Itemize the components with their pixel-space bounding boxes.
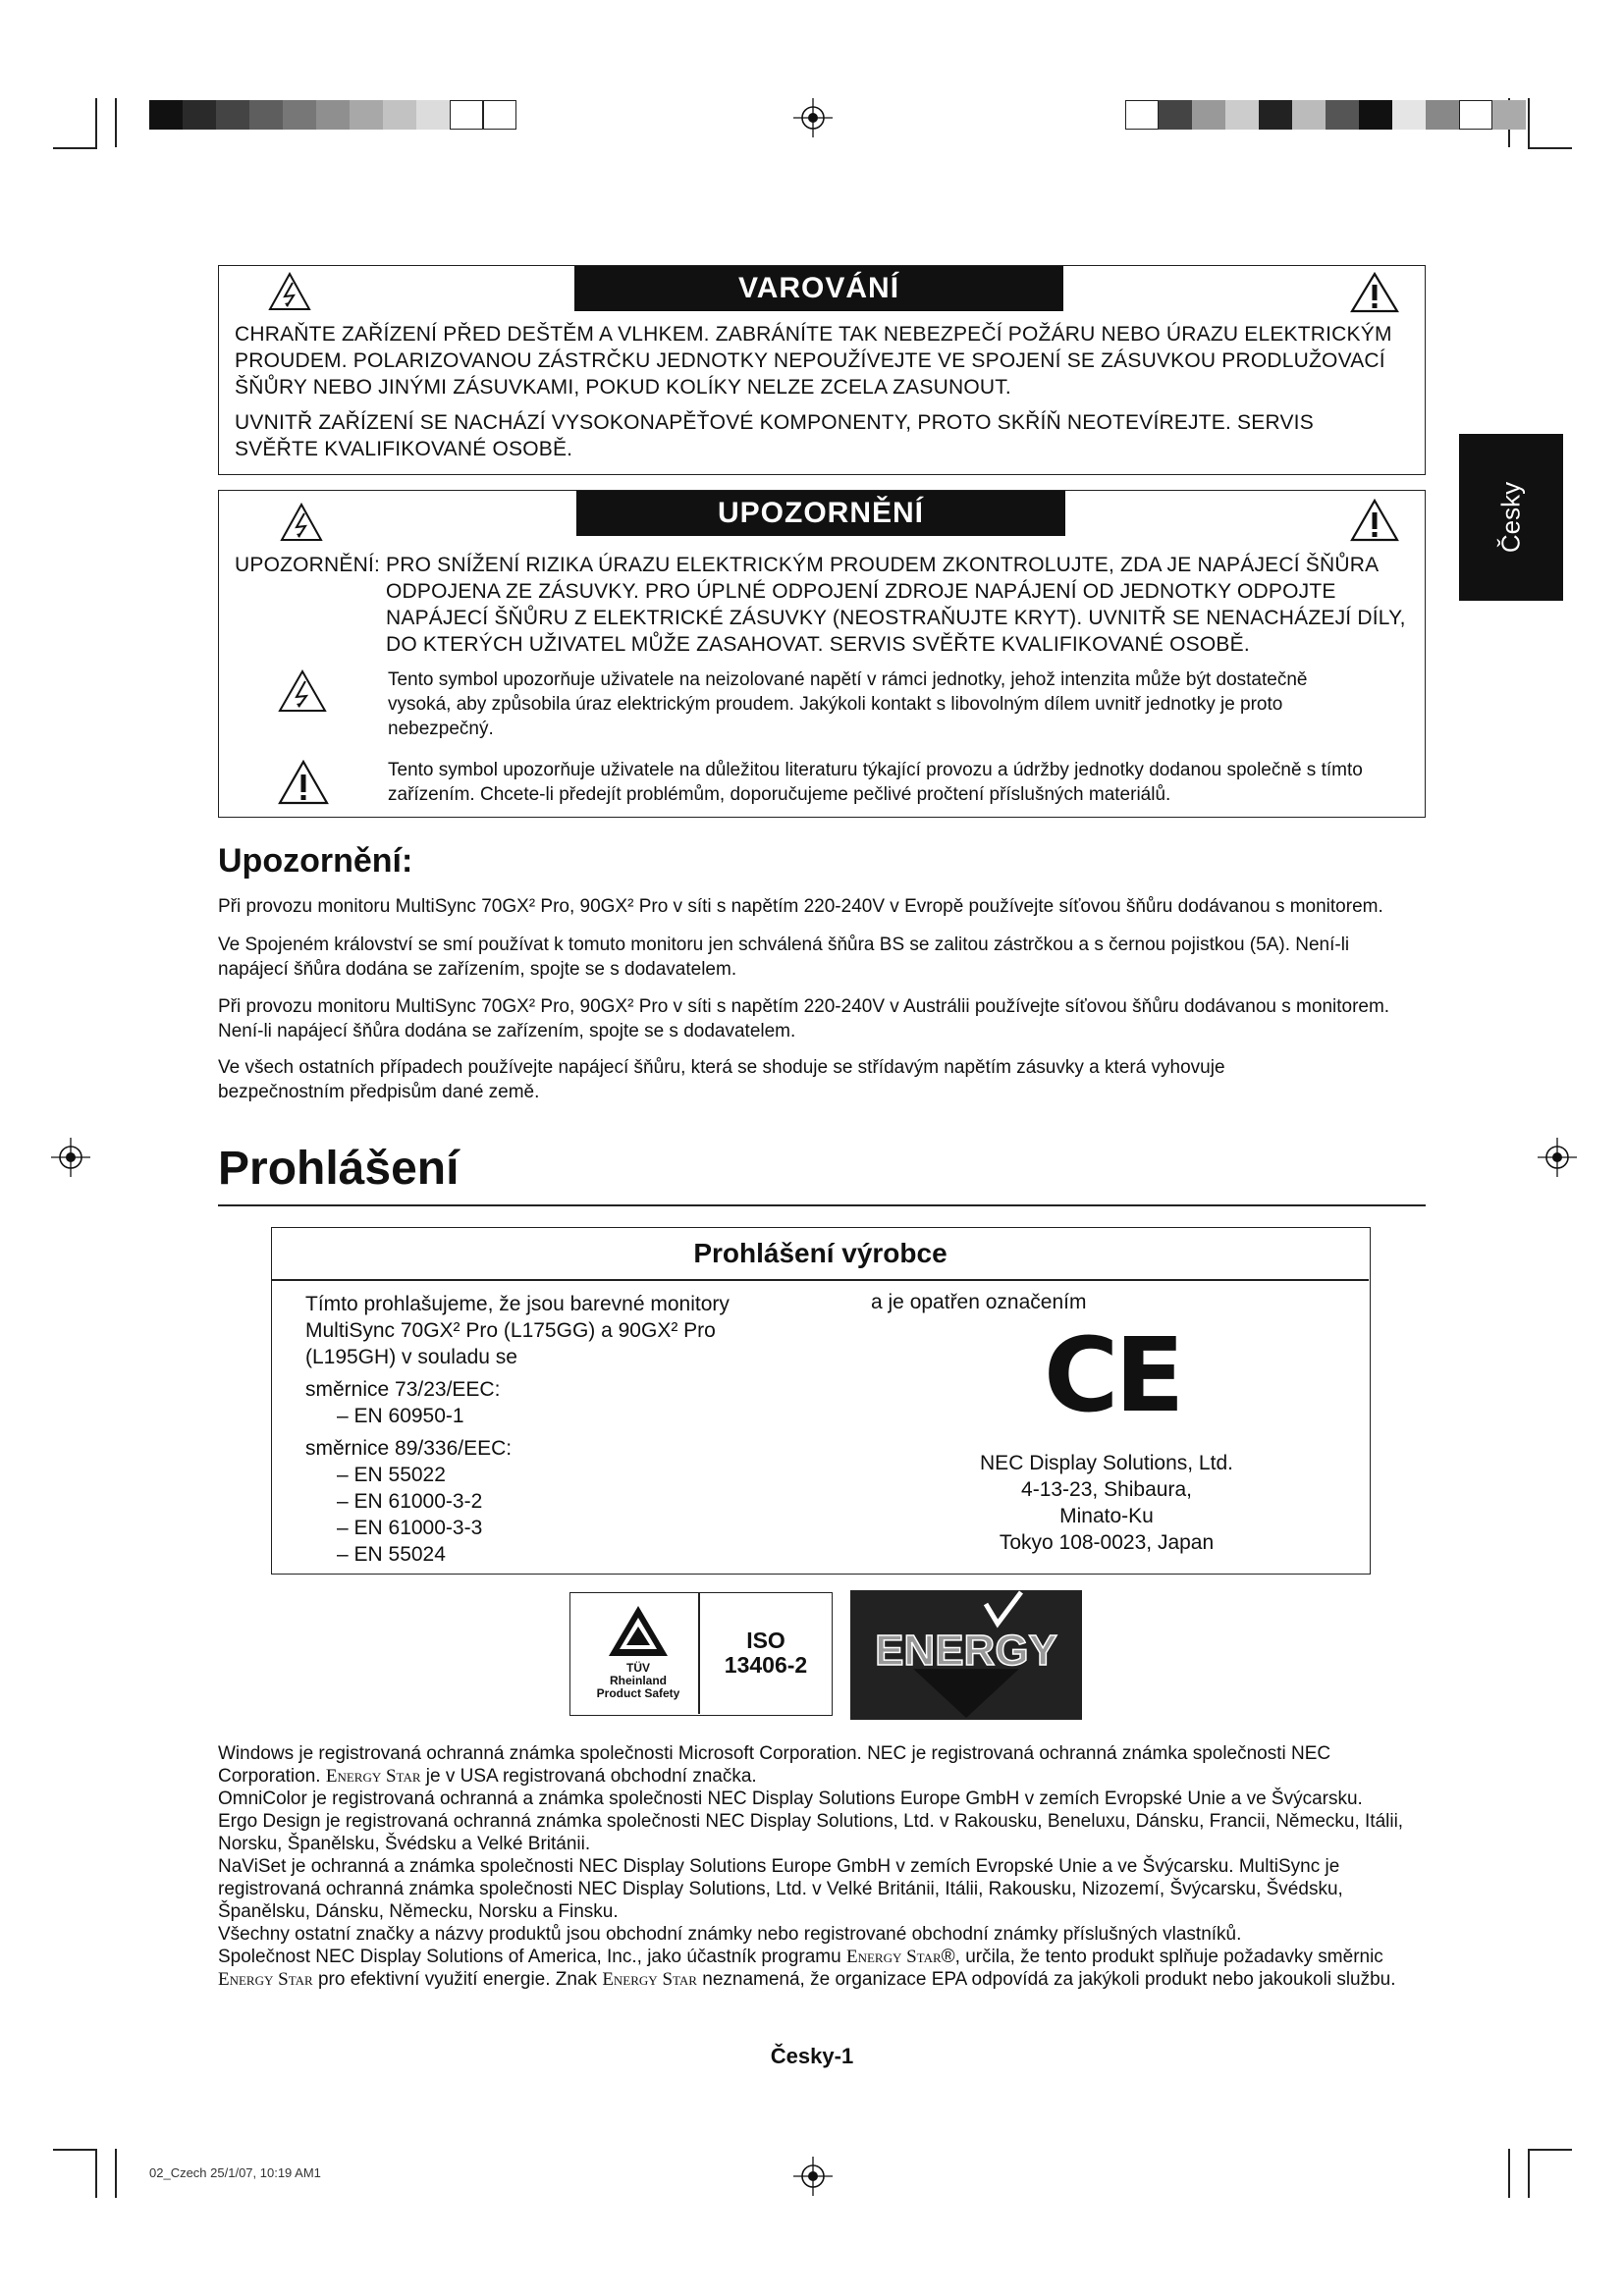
crop-mark: [1528, 98, 1530, 147]
energy-star-name: Energy Star: [325, 1766, 421, 1787]
trademark-text: pro efektivní využití energie. Znak: [312, 1969, 603, 1990]
crop-mark: [115, 98, 117, 147]
crop-mark: [1528, 147, 1572, 149]
caution-label: UPOZORNĚNÍ:: [235, 554, 381, 576]
print-slug: 02_Czech 25/1/07, 10:19 AM1: [149, 2165, 321, 2180]
address-line: 4-13-23, Shibaura,: [1021, 1478, 1192, 1501]
standard-item: – EN 61000-3-3: [337, 1517, 483, 1539]
directive-1: směrnice 73/23/EEC:: [305, 1378, 501, 1401]
crop-mark: [1528, 2149, 1572, 2151]
energy-star-name: Energy Star: [218, 1969, 313, 1990]
ce-mark: CE: [1044, 1315, 1181, 1435]
electric-shock-warning-icon: [280, 503, 323, 542]
trademark-paragraph: [218, 1946, 1432, 1991]
caution-text: PRO SNÍŽENÍ RIZIKA ÚRAZU ELEKTRICKÝM PROUDEM ZKONTROLUJTE, ZDA JE NAPÁJECÍ ŠŇŮRA ODPOJENA ZE ZÁSUVKY. PRO ÚPLNÉ ODPOJENÍ ZDROJE NAPÁJENÍ OD JEDNOTKY ODPOJTE NAPÁJECÍ ŠŇŮRU Z ELEKTRICKÉ ZÁSUVKY (NEOSTRAŇUJTE KRYT). UVNITŘ SE NENACHÁZEJÍ DÍLY, DO KTERÝCH UŽIVATEL MŮŽE ZASAHOVAT. SERVIS SVĚŘTE KVALIFIKOVANÉ OSOBĚ.: [386, 554, 1406, 656]
color-bar-left: [149, 100, 516, 130]
declaration-right-line: a je opatřen označením: [871, 1291, 1087, 1313]
declaration-line: Tímto prohlašujeme, že jsou barevné monitory: [305, 1293, 730, 1315]
crop-mark: [115, 2149, 117, 2198]
iso-text: [702, 1629, 830, 1678]
energy-star-name: Energy Star: [845, 1947, 942, 1967]
standard-item: – EN 55022: [337, 1464, 446, 1486]
trademark-paragraph: NaViSet je ochranná a známka společnosti NEC Display Solutions Europe GmbH v zemích Evropské Unie a ve Švýcarsku. MultiSync je registrovaná ochranná známka společnosti NEC Display Solutions, Ltd. v Velké Británii, Itálii, Rakousku, Nizozemí, Švýcarsku, Švédsku, Španělsku, Dánsku, Německu, Norsku a Finsku.: [218, 1856, 1343, 1922]
logo-divider: [698, 1593, 700, 1714]
electric-shock-symbol-icon: [278, 669, 327, 713]
exclamation-warning-icon: [1350, 272, 1399, 313]
crop-mark: [1528, 2149, 1530, 2198]
notice-paragraph: Při provozu monitoru MultiSync 70GX² Pro, 90GX² Pro v síti s napětím 220-240V v Evropě používejte síťovou šňůru dodávanou s monitorem.: [218, 896, 1383, 917]
crop-mark: [95, 98, 97, 147]
declaration-box-title: Prohlášení výrobce: [693, 1238, 947, 1268]
warning-title: VAROVÁNÍ: [574, 266, 1063, 311]
symbol-exclamation-description: Tento symbol upozorňuje uživatele na důležitou literaturu týkající provozu a údržby jednotky dodanou společně s tímto zařízením. Chcete-li předejít problémům, doporučujeme pečlivé pročtení příslušných materiálů.: [388, 760, 1363, 805]
warning-box: [218, 265, 1426, 475]
trademark-text: neznamená, že organizace EPA odpovídá za jakýkoli produkt nebo jakoukoli službu.: [696, 1969, 1396, 1990]
registration-mark-icon: [51, 1138, 90, 1177]
iso-line: 13406-2: [724, 1652, 808, 1678]
directive-2: směrnice 89/336/EEC:: [305, 1437, 513, 1460]
trademark-paragraph: Všechny ostatní značky a názvy produktů jsou obchodní známky nebo registrované obchodní známky příslušných vlastníků.: [218, 1924, 1242, 1945]
energy-star-name: Energy Star: [602, 1969, 697, 1990]
crop-mark: [95, 2149, 97, 2198]
notice-paragraph: Ve Spojeném království se smí používat k tomuto monitoru jen schválená šňůra BS se zalitou zástrčkou a s černou pojistkou (5A). Není-li napájecí šňůra dodána se zařízením, spojte se s dodavatelem.: [218, 934, 1350, 980]
trademark-text: ®, určila, že tento produkt splňuje požadavky směrnic: [941, 1947, 1383, 1967]
language-tab: [1459, 434, 1563, 601]
trademarks: [218, 1742, 1432, 1991]
warning-text-1: CHRAŇTE ZAŘÍZENÍ PŘED DEŠTĚM A VLHKEM. ZABRÁNÍTE TAK NEBEZPEČÍ POŽÁRU NEBO ÚRAZU ELEKTRICKÝM PROUDEM. POLARIZOVANOU ZÁSTRČKU JEDNOTKY NEPOUŽÍVEJTE VE SPOJENÍ SE ZÁSUVKOU PRODLUŽOVACÍ ŠŇŮRY NEBO JINÝMI ZÁSUVKAMI, POKUD KOLÍKY NELZE ZCELA ZASUNOUT.: [235, 323, 1392, 399]
crop-mark: [53, 2149, 97, 2151]
symbol-shock-description: Tento symbol upozorňuje uživatele na neizolované napětí v rámci jednotky, jehož intenzita může být dostatečně vysoká, aby způsobila úraz elektrickým proudem. Jakýkoli kontakt s libovolným dílem uvnitř jednotky je proto nebezpečný.: [388, 669, 1308, 739]
crop-mark: [1508, 2149, 1510, 2198]
tuv-line: Rheinland: [609, 1674, 667, 1687]
declaration-line: MultiSync 70GX² Pro (L175GG) a 90GX² Pro: [305, 1319, 716, 1342]
notice-paragraph: Ve všech ostatních případech používejte napájecí šňůru, která se shoduje se střídavým napětím zásuvky a která vyhovuje bezpečnostním předpisům dané země.: [218, 1057, 1225, 1102]
trademark-text: je v USA registrovaná obchodní značka.: [420, 1766, 757, 1787]
declaration-line: (L195GH) v souladu se: [305, 1346, 517, 1368]
iso-line: ISO: [746, 1628, 785, 1653]
electric-shock-warning-icon: [268, 272, 311, 311]
address-line: Tokyo 108-0023, Japan: [999, 1531, 1215, 1554]
language-tab-label: Česky: [1495, 481, 1526, 554]
tuv-line: TÜV: [626, 1661, 650, 1675]
registration-mark-icon: [793, 2157, 833, 2196]
manufacturer-address: [900, 1450, 1313, 1556]
address-line: Minato-Ku: [1059, 1505, 1154, 1527]
standard-item: – EN 61000-3-2: [337, 1490, 483, 1513]
notice-paragraph: Při provozu monitoru MultiSync 70GX² Pro, 90GX² Pro v síti s napětím 220-240V v Austrálii používejte síťovou šňůru dodávanou s monitorem. Není-li napájecí šňůra dodána se zařízením, spojte se s dodavatelem.: [218, 996, 1390, 1041]
trademark-text: Společnost NEC Display Solutions of America, Inc., jako účastník programu: [218, 1947, 846, 1967]
heading-rule: [218, 1204, 1426, 1206]
trademark-paragraph: [218, 1742, 1432, 1788]
registration-mark-icon: [1538, 1138, 1577, 1177]
declaration-left: [305, 1291, 777, 1568]
trademark-paragraph: Ergo Design je registrovaná ochranná známka společnosti NEC Display Solutions, Ltd. v Rakousku, Beneluxu, Dánsku, Francii, Německu, Itálii, Norsku, Španělsku, Švédsku a Velké Británii.: [218, 1811, 1404, 1854]
color-bar-right: [1125, 100, 1526, 130]
energy-logo-text: ENERGY: [875, 1627, 1057, 1675]
warning-text-2: UVNITŘ ZAŘÍZENÍ SE NACHÁZÍ VYSOKONAPĚŤOVÉ KOMPONENTY, PROTO SKŘÍŇ NEOTEVÍREJTE. SERVIS SVĚŘTE KVALIFIKOVANÉ OSOBĚ.: [235, 411, 1314, 460]
standard-item: – EN 60950-1: [337, 1405, 464, 1427]
registration-mark-icon: [793, 98, 833, 137]
address-line: NEC Display Solutions, Ltd.: [980, 1452, 1233, 1474]
trademark-text: Windows je registrovaná ochranná známka společnosti Microsoft Corporation. NEC je registrovaná ochranná známka společnosti NEC Corporation.: [218, 1743, 1331, 1787]
trademark-paragraph: OmniColor je registrovaná ochranná a známka společnosti NEC Display Solutions Europe GmbH v zemích Evropské Unie a ve Švýcarsku.: [218, 1789, 1363, 1809]
declaration-heading: Prohlášení: [218, 1143, 460, 1195]
notice-heading: Upozornění:: [218, 842, 413, 880]
tuv-triangle-icon: [606, 1603, 671, 1660]
page-number: Česky-1: [770, 2044, 854, 2068]
declaration-box: [271, 1227, 1371, 1575]
tuv-iso-logo: [569, 1592, 833, 1716]
caution-box: [218, 490, 1426, 818]
standard-item: – EN 55024: [337, 1543, 446, 1566]
crop-mark: [53, 147, 97, 149]
declaration-box-rule: [272, 1279, 1369, 1281]
exclamation-warning-icon: [1350, 499, 1399, 542]
tuv-line: Product Safety: [596, 1686, 680, 1700]
energy-star-logo: [850, 1590, 1082, 1720]
exclamation-symbol-icon: [278, 760, 329, 805]
caution-title: UPOZORNĚNÍ: [576, 491, 1065, 536]
tuv-text: [580, 1662, 696, 1700]
